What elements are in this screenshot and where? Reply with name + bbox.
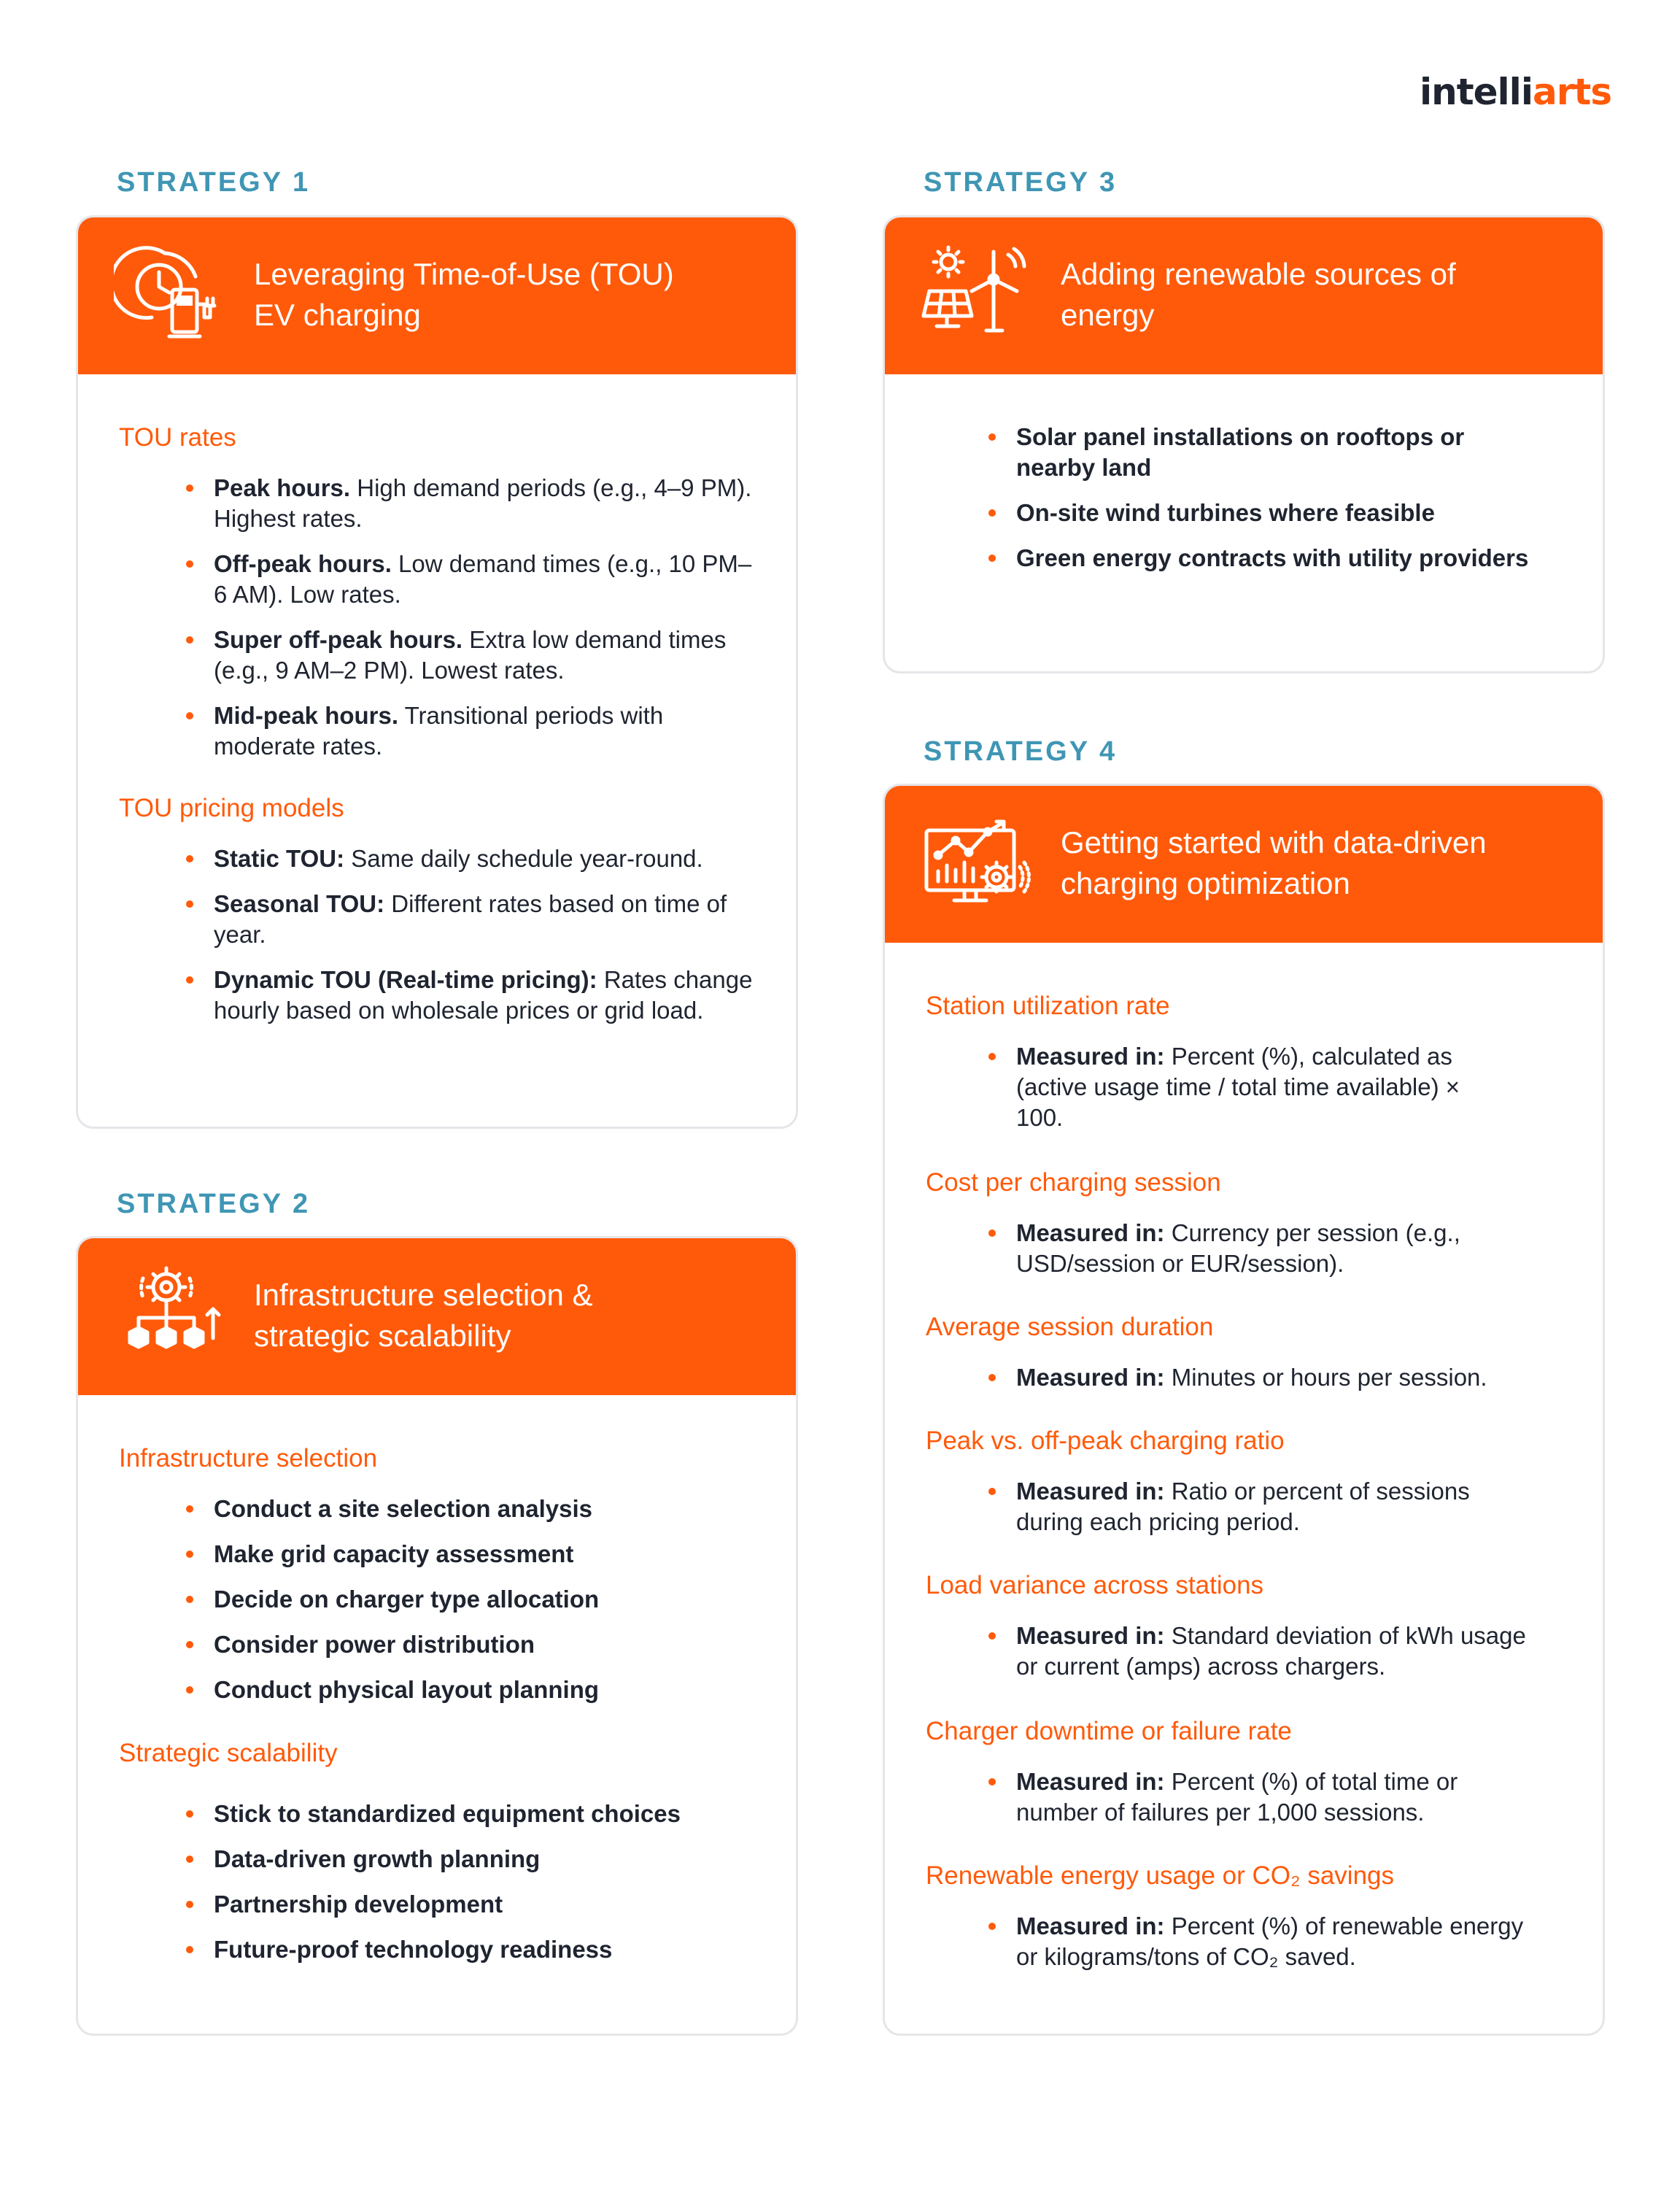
infrastructure-selection-list: [186, 1494, 755, 1705]
section-title-renewable-energy-usage: Renewable energy usage or CO₂ savings: [926, 1861, 1394, 1890]
strategic-scalability-list: [186, 1799, 755, 1965]
section-title-average-session-duration: Average session duration: [926, 1313, 1214, 1341]
list-item: On-site wind turbines where feasible: [988, 498, 1543, 528]
renewable-sources-list: [988, 422, 1543, 574]
strategy-4-title: Getting started with data-driven charging optimization: [1061, 825, 1487, 900]
strategy-1-title: Leveraging Time-of-Use (TOU) EV charging: [254, 257, 674, 332]
list-item: Data-driven growth planning: [186, 1844, 755, 1875]
list-item: Solar panel installations on rooftops or nearby land: [988, 422, 1543, 483]
strategy-4-label: STRATEGY 4: [924, 736, 1118, 767]
list-item: Seasonal TOU: Different rates based on time of year.: [186, 889, 755, 950]
list-item: Peak hours. High demand periods (e.g., 4–9 PM). Highest rates.: [186, 473, 755, 534]
section-title-strategic-scalability: Strategic scalability: [119, 1739, 338, 1767]
strategy-2-card: [76, 1236, 798, 2036]
clock-charger-icon: [114, 236, 228, 350]
tou-pricing-models-list: [186, 843, 755, 1026]
section-title-tou-pricing-models: TOU pricing models: [119, 794, 344, 822]
strategy-3-title: Adding renewable sources of energy: [1061, 257, 1456, 332]
list-item: Super off-peak hours. Extra low demand times (e.g., 9 AM–2 PM). Lowest rates.: [186, 625, 755, 686]
list-item: Decide on charger type allocation: [186, 1584, 755, 1615]
list-item: Green energy contracts with utility providers: [988, 543, 1543, 574]
intelliarts-logo: intelliarts: [1420, 71, 1612, 113]
strategy-3-header: [883, 215, 1605, 374]
section-title-cost-per-charging-session: Cost per charging session: [926, 1168, 1221, 1197]
section-title-infrastructure-selection: Infrastructure selection: [119, 1444, 378, 1472]
list-item: Partnership development: [186, 1889, 755, 1920]
list-item: Future-proof technology readiness: [186, 1934, 755, 1965]
section-title-peak-off-peak-ratio: Peak vs. off-peak charging ratio: [926, 1426, 1285, 1455]
list-item: Measured in: Minutes or hours per session.: [988, 1362, 1543, 1393]
list-item: Static TOU: Same daily schedule year-round.: [186, 843, 755, 874]
strategy-4-card: [883, 784, 1605, 2036]
strategy-1-card: [76, 215, 798, 1129]
renewable-energy-usage-list: [988, 1911, 1528, 1972]
strategy-2-label: STRATEGY 2: [117, 1189, 311, 1219]
station-utilization-list: [988, 1041, 1499, 1133]
list-item: Measured in: Currency per session (e.g., USD/session or EUR/session).: [988, 1218, 1499, 1279]
list-item: Measured in: Percent (%) of total time or number of failures per 1,000 sessions.: [988, 1767, 1528, 1828]
gear-network-icon: [114, 1256, 228, 1370]
strategy-2-header: [76, 1236, 798, 1395]
list-item: Measured in: Percent (%), calculated as (active usage time / total time available) × 100.: [988, 1041, 1499, 1133]
list-item: Measured in: Ratio or percent of sessions during each pricing period.: [988, 1476, 1528, 1537]
list-item: Measured in: Standard deviation of kWh usage or current (amps) across chargers.: [988, 1621, 1528, 1682]
tou-rates-list: [186, 473, 755, 762]
strategy-4-header: [883, 784, 1605, 943]
strategy-1-label: STRATEGY 1: [117, 167, 311, 198]
section-title-load-variance: Load variance across stations: [926, 1571, 1264, 1599]
peak-off-peak-ratio-list: [988, 1476, 1528, 1537]
list-item: Conduct physical layout planning: [186, 1675, 755, 1705]
strategy-3-card: [883, 215, 1605, 673]
list-item: Measured in: Percent (%) of renewable energy or kilograms/tons of CO₂ saved.: [988, 1911, 1528, 1972]
list-item: Mid-peak hours. Transitional periods with moderate rates.: [186, 700, 755, 762]
charger-downtime-list: [988, 1767, 1528, 1828]
list-item: Stick to standardized equipment choices: [186, 1799, 755, 1829]
list-item: Consider power distribution: [186, 1629, 755, 1660]
section-title-station-utilization-rate: Station utilization rate: [926, 992, 1170, 1020]
strategy-2-title: Infrastructure selection & strategic scalability: [254, 1278, 593, 1353]
average-session-duration-list: [988, 1362, 1543, 1393]
list-item: Make grid capacity assessment: [186, 1539, 755, 1570]
list-item: Conduct a site selection analysis: [186, 1494, 755, 1524]
load-variance-list: [988, 1621, 1528, 1682]
cost-per-session-list: [988, 1218, 1499, 1279]
section-title-tou-rates: TOU rates: [119, 423, 236, 452]
list-item: Off-peak hours. Low demand times (e.g., 10 PM–6 AM). Low rates.: [186, 549, 755, 610]
solar-wind-icon: [921, 236, 1034, 350]
section-title-charger-downtime: Charger downtime or failure rate: [926, 1717, 1292, 1745]
analytics-screen-icon: [921, 804, 1034, 918]
strategy-1-header: [76, 215, 798, 374]
list-item: Dynamic TOU (Real-time pricing): Rates change hourly based on wholesale prices or grid load.: [186, 965, 755, 1026]
strategy-3-label: STRATEGY 3: [924, 167, 1118, 198]
